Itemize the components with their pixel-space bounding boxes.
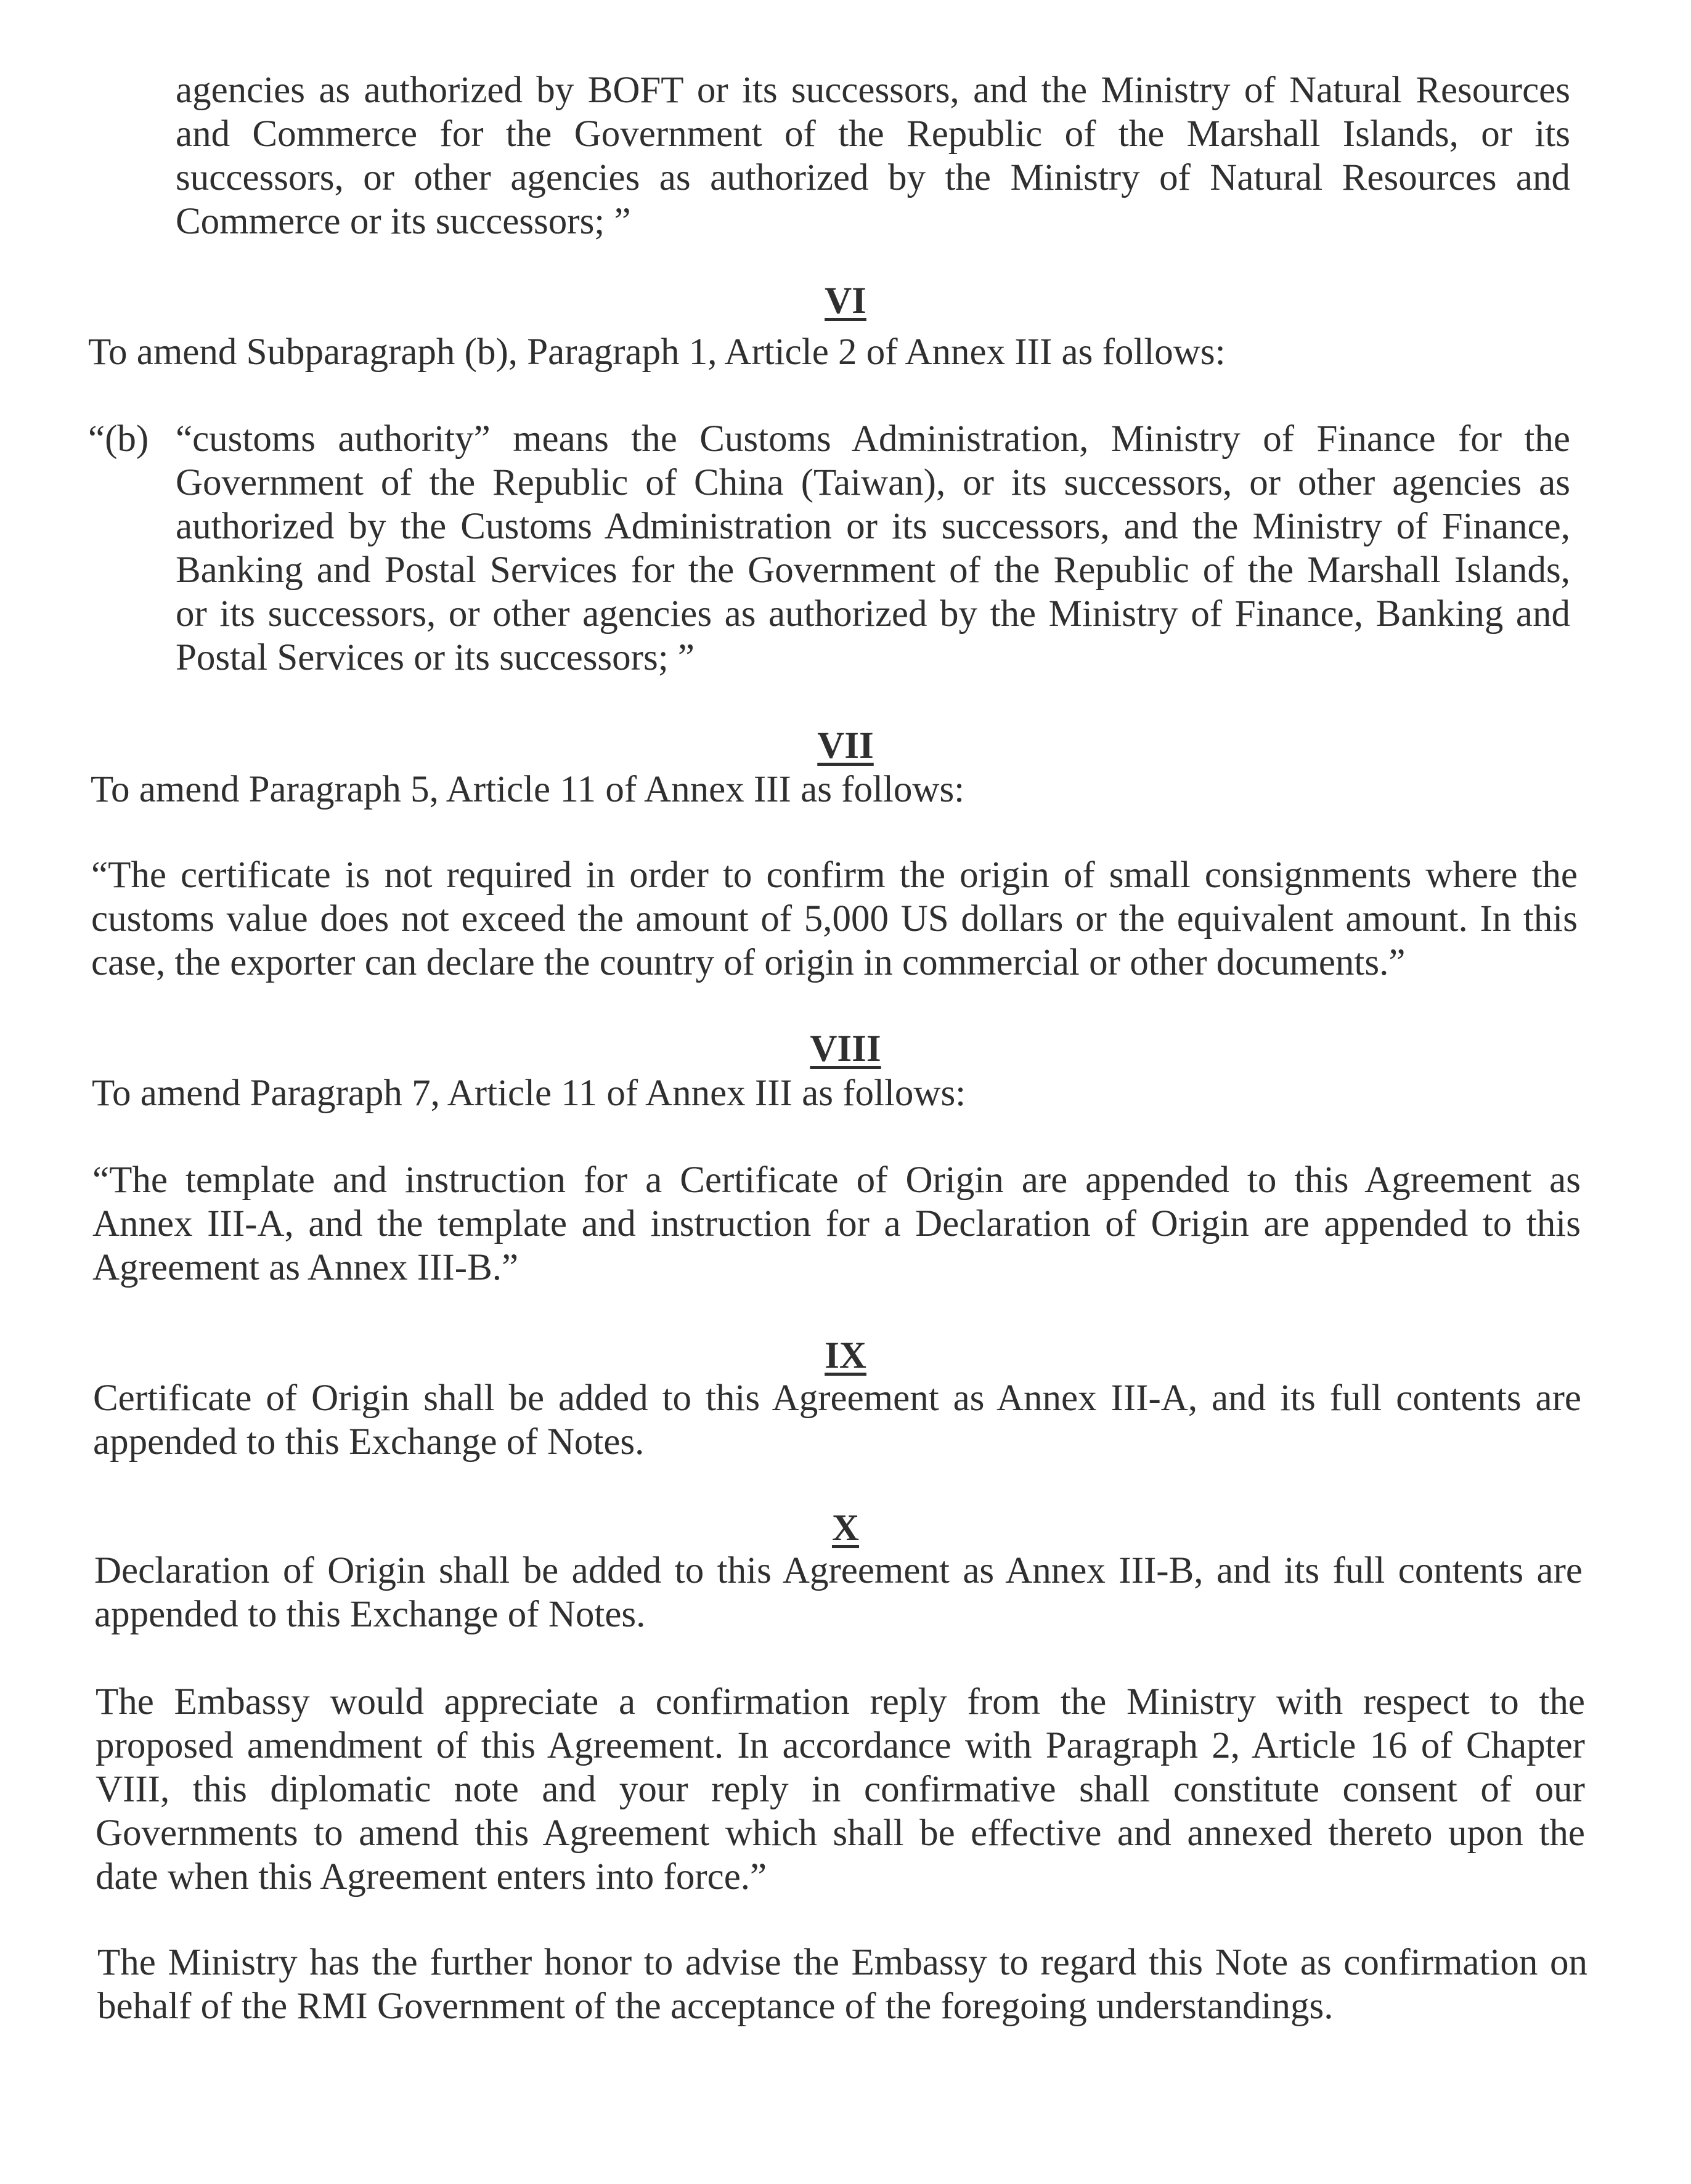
text-line: Declaration of Origin shall be added to this Agreement as Annex III-B, and its full contents are — [94, 1550, 1583, 1591]
section-viii-intro: To amend Paragraph 7, Article 11 of Annex III as follows: — [92, 1073, 966, 1114]
text-line: VIII, this diplomatic note and your reply in confirmative shall constitute consent of our — [96, 1769, 1585, 1810]
text-line: Governments to amend this Agreement which shall be effective and annexed thereto upon the — [96, 1813, 1585, 1854]
section-vi-intro: To amend Subparagraph (b), Paragraph 1, Article 2 of Annex III as follows: — [88, 331, 1226, 373]
text-line: case, the exporter can declare the country of origin in commercial or other documents.” — [91, 942, 1406, 983]
section-heading-x: X — [831, 1508, 860, 1549]
closing-paragraph-ministry — [97, 1941, 1587, 2028]
text-line: appended to this Exchange of Notes. — [94, 1594, 646, 1635]
section-x-text — [94, 1549, 1583, 1636]
continuation-paragraph — [176, 68, 1570, 243]
section-heading-vi: VI — [825, 280, 866, 322]
text-line: appended to this Exchange of Notes. — [93, 1421, 645, 1463]
section-heading-vii: VII — [817, 725, 874, 766]
text-line: Certificate of Origin shall be added to this Agreement as Annex III-A, and its full contents are — [93, 1378, 1581, 1419]
section-vi-item-label: “(b) — [88, 418, 149, 460]
text-line: date when this Agreement enters into force.” — [96, 1856, 767, 1898]
text-line: “The template and instruction for a Certificate of Origin are appended to this Agreement as — [92, 1159, 1581, 1201]
text-line: Agreement as Annex III-B.” — [92, 1247, 519, 1288]
section-vii-text — [91, 853, 1578, 984]
section-heading-viii: VIII — [810, 1028, 881, 1070]
text-line: Annex III-A, and the template and instruction for a Declaration of Origin are appended to this — [92, 1203, 1581, 1244]
text-line: proposed amendment of this Agreement. In accordance with Paragraph 2, Article 16 of Chapter — [96, 1725, 1585, 1766]
text-line: “customs authority” means the Customs Administration, Ministry of Finance for the — [176, 418, 1570, 460]
section-heading-ix: IX — [825, 1335, 866, 1376]
text-line: Commerce or its successors; ” — [176, 201, 631, 242]
section-vi-definition — [176, 417, 1570, 680]
text-line: or its successors, or other agencies as authorized by the Ministry of Finance, Banking and — [176, 593, 1570, 635]
text-line: Postal Services or its successors; ” — [176, 637, 695, 678]
closing-paragraph-embassy — [96, 1680, 1585, 1899]
text-line: customs value does not exceed the amount of 5,000 US dollars or the equivalent amount. In this — [91, 898, 1578, 940]
section-vii-intro: To amend Paragraph 5, Article 11 of Annex III as follows: — [91, 769, 965, 810]
text-line: successors, or other agencies as authorized by the Ministry of Natural Resources and — [176, 157, 1570, 198]
text-line: Government of the Republic of China (Taiwan), or its successors, or other agencies as — [176, 462, 1570, 503]
text-line: The Embassy would appreciate a confirmation reply from the Ministry with respect to the — [96, 1681, 1585, 1723]
text-line: The Ministry has the further honor to advise the Embassy to regard this Note as confirmation on — [97, 1942, 1587, 1983]
text-line: “The certificate is not required in order to confirm the origin of small consignments where the — [91, 855, 1578, 896]
text-line: agencies as authorized by BOFT or its successors, and the Ministry of Natural Resources — [176, 70, 1570, 111]
text-line: Banking and Postal Services for the Government of the Republic of the Marshall Islands, — [176, 550, 1570, 591]
text-line: authorized by the Customs Administration or its successors, and the Ministry of Finance, — [176, 506, 1570, 547]
section-viii-text — [92, 1158, 1581, 1289]
text-line: behalf of the RMI Government of the acceptance of the foregoing understandings. — [97, 1986, 1334, 2027]
text-line: and Commerce for the Government of the Republic of the Marshall Islands, or its — [176, 113, 1570, 155]
section-ix-text — [93, 1376, 1581, 1464]
